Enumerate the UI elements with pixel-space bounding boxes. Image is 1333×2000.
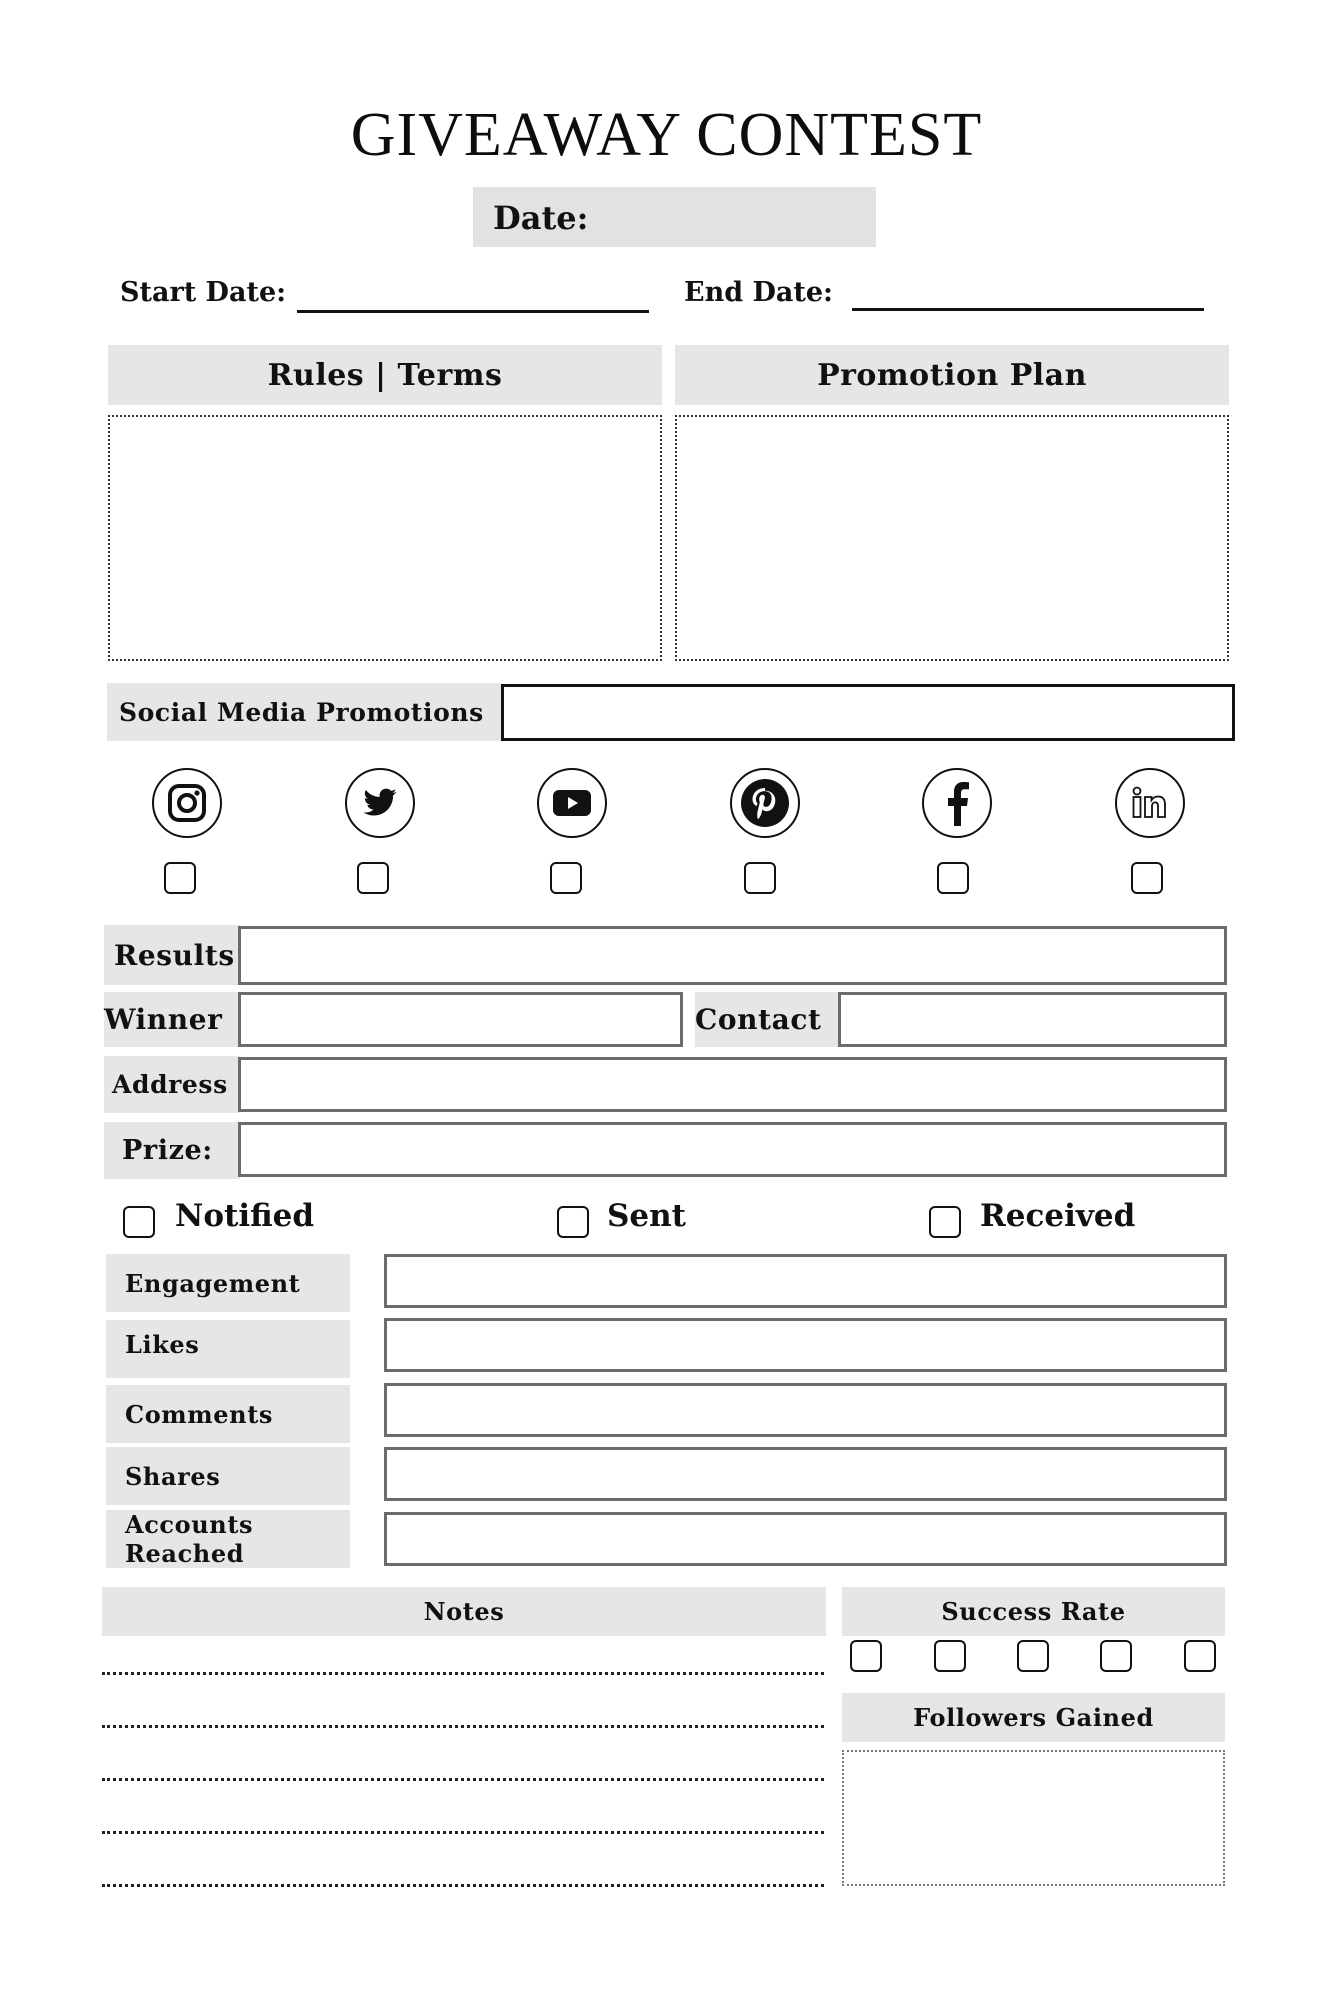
prize-label: Prize: — [104, 1122, 240, 1179]
comments-label: Comments — [106, 1385, 350, 1443]
address-label: Address — [104, 1056, 240, 1113]
sent-checkbox[interactable] — [557, 1206, 589, 1238]
sent-label: Sent — [607, 1198, 686, 1234]
likes-label: Likes — [106, 1320, 350, 1378]
success-rate-box-4[interactable] — [1100, 1640, 1132, 1672]
accounts-reached-input[interactable] — [384, 1512, 1227, 1566]
page-title: GIVEAWAY CONTEST — [350, 101, 983, 169]
notified-checkbox[interactable] — [123, 1206, 155, 1238]
shares-label: Shares — [106, 1447, 350, 1505]
youtube-checkbox[interactable] — [550, 862, 582, 894]
winner-label: Winner — [104, 992, 240, 1047]
success-rate-box-1[interactable] — [850, 1640, 882, 1672]
social-media-input[interactable] — [501, 684, 1235, 741]
success-rate-box-3[interactable] — [1017, 1640, 1049, 1672]
notes-line-5[interactable] — [102, 1884, 824, 1887]
twitter-checkbox[interactable] — [357, 862, 389, 894]
instagram-icon — [152, 768, 222, 838]
prize-input[interactable] — [238, 1122, 1227, 1177]
pinterest-icon — [730, 768, 800, 838]
followers-gained-header: Followers Gained — [842, 1693, 1225, 1742]
start-date-input[interactable] — [297, 310, 649, 313]
success-rate-box-2[interactable] — [934, 1640, 966, 1672]
shares-input[interactable] — [384, 1447, 1227, 1501]
likes-input[interactable] — [384, 1318, 1227, 1372]
engagement-input[interactable] — [384, 1254, 1227, 1308]
date-field[interactable] — [473, 187, 876, 247]
notified-label: Notified — [175, 1198, 315, 1234]
instagram-checkbox[interactable] — [164, 862, 196, 894]
received-label: Received — [980, 1198, 1136, 1234]
linkedin-checkbox[interactable] — [1131, 862, 1163, 894]
youtube-icon — [537, 768, 607, 838]
promotion-plan-box[interactable] — [675, 415, 1229, 661]
promotion-plan-header: Promotion Plan — [675, 345, 1229, 405]
contact-label: Contact — [695, 992, 840, 1047]
notes-line-1[interactable] — [102, 1672, 824, 1675]
twitter-icon — [345, 768, 415, 838]
engagement-label: Engagement — [106, 1254, 350, 1312]
linkedin-icon — [1115, 768, 1185, 838]
winner-input[interactable] — [238, 992, 683, 1047]
facebook-checkbox[interactable] — [937, 862, 969, 894]
pinterest-checkbox[interactable] — [744, 862, 776, 894]
accounts-reached-label: Accounts Reached — [106, 1510, 350, 1568]
end-date-input[interactable] — [852, 308, 1204, 311]
results-label: Results — [104, 925, 240, 985]
rules-terms-box[interactable] — [108, 415, 662, 661]
social-media-label: Social Media Promotions — [107, 683, 501, 741]
date-label: Date: — [493, 199, 589, 237]
received-checkbox[interactable] — [929, 1206, 961, 1238]
followers-gained-box[interactable] — [842, 1750, 1225, 1886]
rules-terms-header: Rules | Terms — [108, 345, 662, 405]
success-rate-header: Success Rate — [842, 1587, 1225, 1636]
comments-input[interactable] — [384, 1383, 1227, 1437]
notes-line-2[interactable] — [102, 1725, 824, 1728]
success-rate-box-5[interactable] — [1184, 1640, 1216, 1672]
end-date-label: End Date: — [684, 277, 834, 308]
address-input[interactable] — [238, 1057, 1227, 1112]
facebook-icon — [922, 768, 992, 838]
results-input[interactable] — [238, 926, 1227, 985]
notes-header: Notes — [102, 1587, 826, 1636]
start-date-label: Start Date: — [120, 277, 287, 308]
contact-input[interactable] — [838, 992, 1227, 1047]
notes-line-3[interactable] — [102, 1778, 824, 1781]
notes-line-4[interactable] — [102, 1831, 824, 1834]
